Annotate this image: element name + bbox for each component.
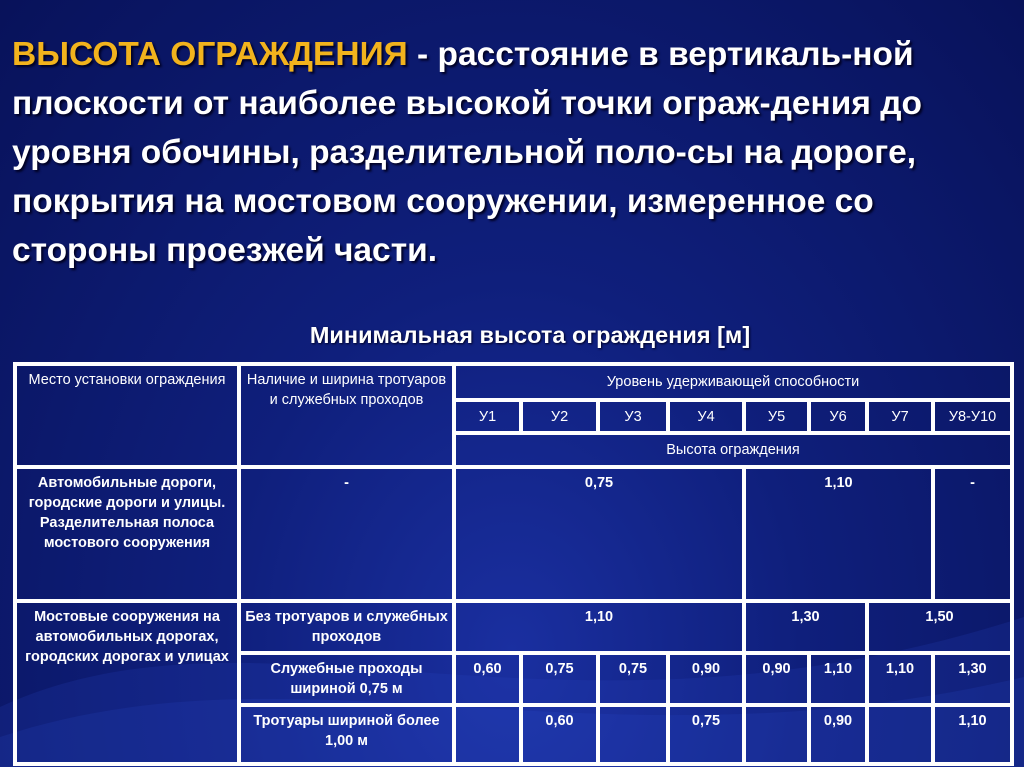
bridges-row3-value — [454, 705, 521, 764]
bridges-row3-value: 0,90 — [809, 705, 867, 764]
bridges-row2-value: 0,90 — [744, 653, 809, 705]
bridges-row3-label: Тротуары шириной более 1,00 м — [239, 705, 454, 764]
level-header: У3 — [598, 400, 668, 433]
header-location: Место установки ограждения — [15, 364, 239, 467]
level-header: У1 — [454, 400, 521, 433]
level-header: У7 — [867, 400, 933, 433]
table-caption: Минимальная высота ограждения [м] — [309, 322, 751, 348]
definition-text — [12, 30, 1018, 275]
bridges-row1-label: Без тротуаров и служебных проходов — [239, 601, 454, 653]
level-header: У8-У10 — [933, 400, 1012, 433]
definition-body: - расстояние в вертикаль-ной плоскости от наиболее высокой точки ограж-дения до уровня обочины, разделительной поло-сы на дороге, покрытия на мостовом сооружении, измеренное со стороны проезжей части. — [12, 36, 922, 269]
bridges-row2-value: 0,75 — [521, 653, 598, 705]
bridges-row3-value — [598, 705, 668, 764]
roads-value-u8-u10: - — [933, 467, 1012, 601]
bridges-row1-u7-u10: 1,50 — [867, 601, 1012, 653]
bridges-row1-u5-u6: 1,30 — [744, 601, 867, 653]
bridges-row3-value: 0,60 — [521, 705, 598, 764]
bridges-row2-value: 0,75 — [598, 653, 668, 705]
bridges-row2-value: 0,60 — [454, 653, 521, 705]
level-header: У5 — [744, 400, 809, 433]
header-sidewalks: Наличие и ширина тротуаров и служебных проходов — [239, 364, 454, 467]
definition-term: ВЫСОТА ОГРАЖДЕНИЯ — [12, 36, 408, 73]
header-capacity: Уровень удерживающей способности — [454, 364, 1012, 400]
bridges-row2-value: 1,30 — [933, 653, 1012, 705]
bridges-row1-u1-u4: 1,10 — [454, 601, 744, 653]
bridges-row2-value: 1,10 — [867, 653, 933, 705]
bridges-row2-value: 0,90 — [668, 653, 744, 705]
height-table — [13, 362, 1014, 766]
roads-value-u5-u7: 1,10 — [744, 467, 933, 601]
level-header: У4 — [668, 400, 744, 433]
roads-location: Автомобильные дороги, городские дороги и улицы. Разделительная полоса мостового сооружения — [15, 467, 239, 601]
roads-value-u1-u4: 0,75 — [454, 467, 744, 601]
roads-sidewalks: - — [239, 467, 454, 601]
level-header: У6 — [809, 400, 867, 433]
bridges-location: Мостовые сооружения на автомобильных дорогах, городских дорогах и улицах — [15, 601, 239, 764]
bridges-row3-value: 0,75 — [668, 705, 744, 764]
bridges-row2-label: Служебные проходы шириной 0,75 м — [239, 653, 454, 705]
level-header: У2 — [521, 400, 598, 433]
bridges-row3-value — [744, 705, 809, 764]
bridges-row2-value: 1,10 — [809, 653, 867, 705]
bridges-row3-value: 1,10 — [933, 705, 1012, 764]
bridges-row3-value — [867, 705, 933, 764]
header-height: Высота ограждения — [454, 433, 1012, 467]
